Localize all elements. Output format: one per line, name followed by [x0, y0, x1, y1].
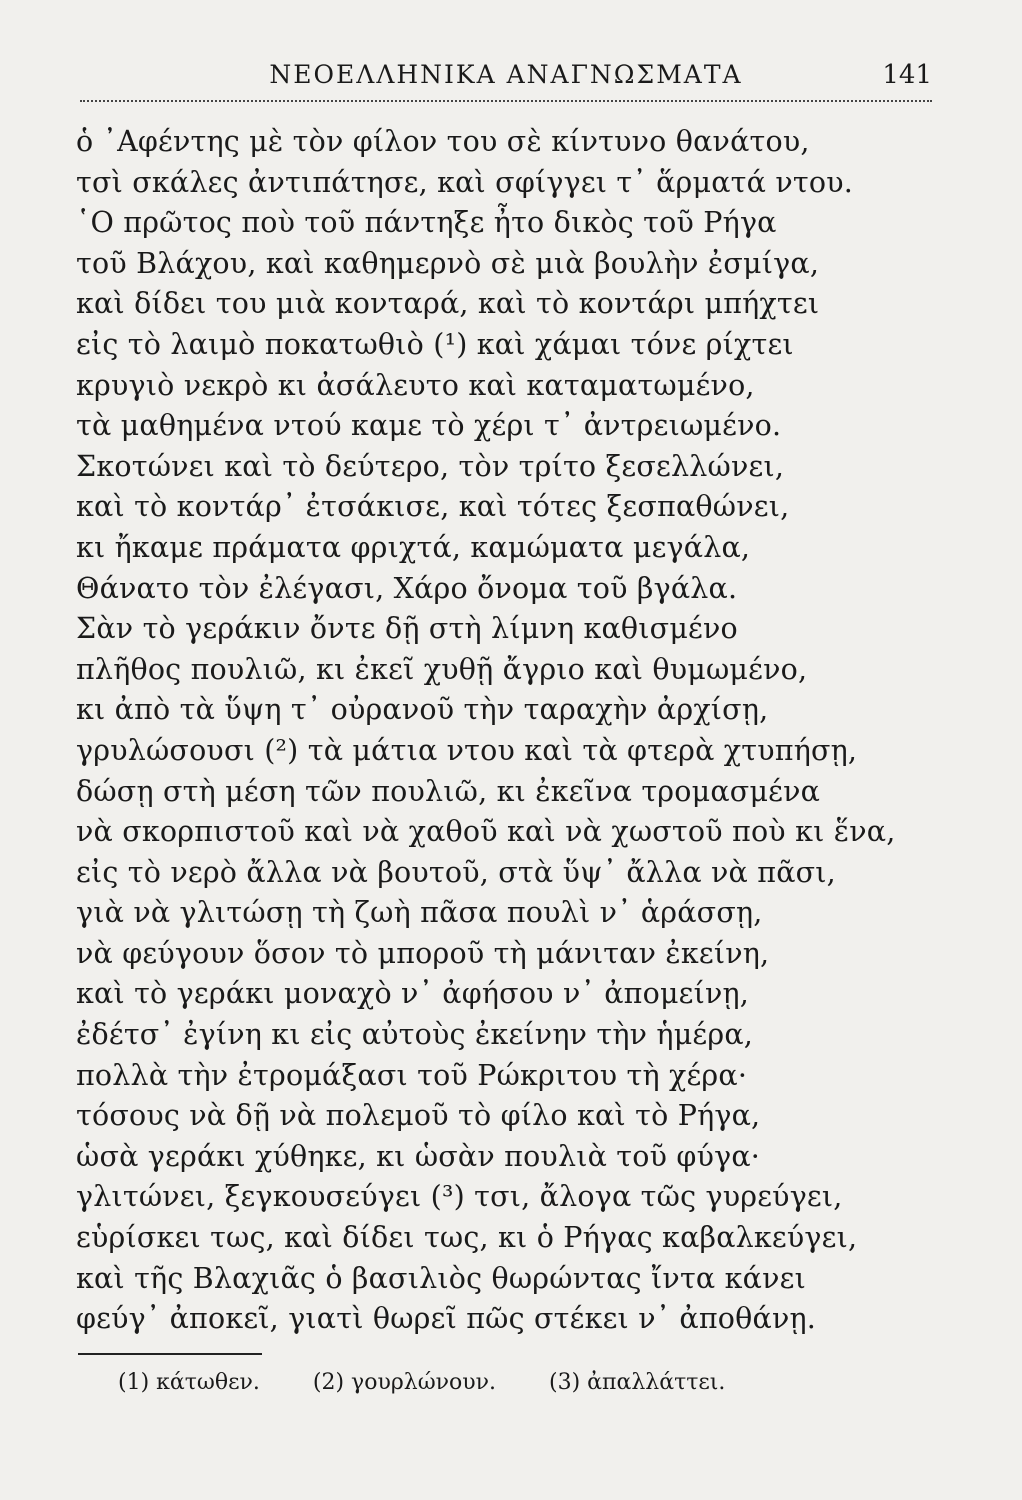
verse-line: πλῆθος πουλιῶ, κι ἐκεῖ χυθῇ ἄγριο καὶ θυμωμένο,	[76, 652, 808, 686]
verse-line: ὁ ᾿Αφέντης μὲ τὸν φίλον του σὲ κίντυνο θανάτου,	[76, 125, 810, 158]
running-title: ΝΕΟΕΛΛΗΝΙΚΑ ΑΝΑΓΝΩΣΜΑΤΑ	[269, 60, 743, 89]
verse-line: Θάνατο τὸν ἐλέγασι, Χάρο ὄνομα τοῦ βγάλα.	[76, 571, 738, 605]
verse-line: γλιτώνει, ξεγκουσεύγει (³) τσι, ἄλογα τῶς γυρεύγει,	[76, 1180, 843, 1214]
verse-line: δώσῃ στὴ μέση τῶν πουλιῶ, κι ἐκεῖνα τρομασμένα	[76, 774, 821, 808]
verse-line: εὑρίσκει τως, καὶ δίδει τως, κι ὁ Ρήγας καβαλκεύγει,	[76, 1221, 858, 1255]
verse-line: εἰς τὸ νερὸ ἄλλα νὰ βουτοῦ, στὰ ὕψ᾿ ἄλλα νὰ πᾶσι,	[76, 855, 836, 889]
verse-line: Σκοτώνει καὶ τὸ δεύτερο, τὸν τρίτο ξεσελλώνει,	[76, 449, 785, 483]
verse-line: πολλὰ τὴν ἐτρομάξασι τοῦ Ρώκριτου τὴ χέρα·	[76, 1058, 748, 1092]
verse-line: Σὰν τὸ γεράκιν ὄντε δῇ στὴ λίμνη καθισμένο	[76, 612, 738, 646]
verse-line: τσὶ σκάλες ἀντιπάτησε, καὶ σφίγγει τ᾿ ἅρματά ντου.	[76, 165, 853, 199]
verse-line: νὰ σκορπιστοῦ καὶ νὰ χαθοῦ καὶ νὰ χωστοῦ ποὺ κι ἕνα,	[76, 815, 896, 849]
verse-line: τόσους νὰ δῇ νὰ πολεμοῦ τὸ φίλο καὶ τὸ Ρήγα,	[76, 1099, 761, 1133]
verse-line: καὶ τὸ γεράκι μοναχὸ ν᾿ ἀφήσου ν᾿ ἀπομείνῃ,	[76, 977, 750, 1011]
verse-line: κρυγιὸ νεκρὸ κι ἀσάλευτο καὶ καταματωμένο,	[76, 368, 755, 402]
footnote-3: (3) ἀπαλλάττει.	[549, 1370, 726, 1395]
verse-line: φεύγ᾿ ἀποκεῖ, γιατὶ θωρεῖ πῶς στέκει ν᾿ ἀποθάνῃ.	[76, 1302, 817, 1336]
footnote-2: (2) γουρλώνουν.	[312, 1370, 496, 1395]
running-head	[80, 60, 932, 96]
verse-line: καὶ τὸ κοντάρ᾿ ἐτσάκισε, καὶ τότες ξεσπαθώνει,	[76, 490, 790, 524]
verse-line: νὰ φεύγουν ὅσον τὸ μποροῦ τὴ μάνιταν ἐκείνη,	[76, 936, 770, 970]
verse-line: εἰς τὸ λαιμὸ ποκατωθιὸ (¹) καὶ χάμαι τόνε ρίχτει	[76, 327, 794, 361]
footnotes	[118, 1370, 771, 1395]
header-dotted-rule	[80, 100, 932, 102]
footnote-rule	[78, 1353, 262, 1355]
verse-line: καὶ τῆς Βλαχιᾶς ὁ βασιλιὸς θωρώντας ἴντα κάνει	[76, 1261, 806, 1295]
verse-line: καὶ δίδει του μιὰ κονταρά, καὶ τὸ κοντάρι μπήχτει	[76, 287, 820, 321]
verse-line: ἐδέτσ᾿ ἐγίνη κι εἰς αὐτοὺς ἐκείνην τὴν ἡμέρα,	[76, 1018, 754, 1052]
page-number: 141	[882, 60, 932, 90]
verse-line: ὡσὰ γεράκι χύθηκε, κι ὡσὰν πουλιὰ τοῦ φύγα·	[76, 1139, 761, 1173]
poem-verses	[76, 122, 936, 1340]
verse-line: κι ἀπὸ τὰ ὕψη τ᾿ οὐρανοῦ τὴν ταραχὴν ἀρχίσῃ,	[76, 693, 769, 727]
verse-line: γρυλώσουσι (²) τὰ μάτια ντου καὶ τὰ φτερὰ χτυπήσῃ,	[76, 733, 858, 767]
verse-line: ῾Ο πρῶτος ποὺ τοῦ πάντηξε ἦτο δικὸς τοῦ Ρήγα	[76, 206, 777, 240]
footnote-1: (1) κάτωθεν.	[118, 1370, 260, 1395]
verse-line: τοῦ Βλάχου, καὶ καθημερνὸ σὲ μιὰ βουλὴν ἐσμίγα,	[76, 246, 820, 280]
verse-line: τὰ μαθημένα ντού καμε τὸ χέρι τ᾿ ἀντρειωμένο.	[76, 409, 782, 443]
verse-line: γιὰ νὰ γλιτώσῃ τὴ ζωὴ πᾶσα πουλὶ ν᾿ ἁράσσῃ,	[76, 896, 763, 930]
verse-line: κι ἤκαμε πράματα φριχτά, καμώματα μεγάλα,	[76, 530, 751, 564]
